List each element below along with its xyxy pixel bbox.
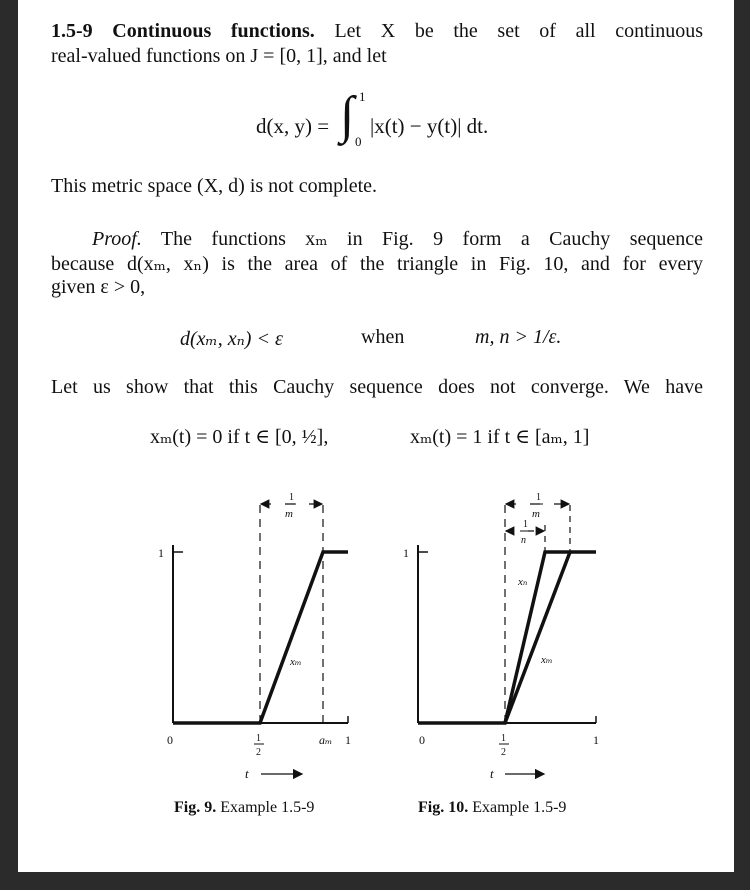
fig10-x-end-label: 1: [593, 733, 599, 747]
fig10-caption: [418, 799, 566, 817]
cauchy-inequality: d(xₘ, xₙ) < ε: [180, 328, 283, 350]
fig10-half-den: 2: [501, 747, 506, 758]
theorem-heading: 1.5-9 Continuous functions.: [51, 20, 315, 42]
fig9-t-label: t: [245, 766, 249, 781]
proof-line-2: because d(xₘ, xₙ) is the area of the triangle in Fig. 10, and for every: [51, 253, 703, 275]
book-page: [18, 0, 734, 872]
theorem-line-1-text: Let X be the set of all continuous: [334, 20, 704, 42]
definition-left: xₘ(t) = 0 if t ∈ [0, ½],: [150, 426, 329, 448]
fig10: [403, 492, 599, 781]
fig9-origin-label: 0: [167, 733, 173, 747]
fig10-width-m-den: m: [532, 508, 540, 520]
fig9-width-den: m: [285, 508, 293, 520]
definition-right: xₘ(t) = 1 if t ∈ [aₘ, 1]: [410, 426, 590, 448]
fig10-width-n-den: n: [521, 535, 526, 546]
fig10-curve-xn: [418, 552, 596, 723]
fig10-width-m-num: 1: [536, 492, 541, 503]
fig9-curve-label: xₘ: [290, 656, 302, 668]
integrand: |x(t) − y(t)| dt.: [370, 114, 489, 138]
fig10-caption-text: Example 1.5-9: [472, 799, 567, 816]
fig9-half-num: 1: [256, 733, 261, 744]
fig9-y-tick-label: 1: [158, 546, 164, 560]
fig9: [158, 492, 351, 781]
fig9-half-den: 2: [256, 747, 261, 758]
fig9-x-end-label: 1: [345, 733, 351, 747]
converge-text: Let us show that this Cauchy sequence does not converge. We have: [51, 376, 703, 398]
integral-sign: ∫: [340, 87, 355, 144]
fig10-origin-label: 0: [419, 733, 425, 747]
integral-upper-limit: 1: [359, 89, 366, 104]
fig10-curve-m-label: xₘ: [541, 654, 553, 666]
proof-label: Proof.: [92, 228, 142, 250]
fig10-y-tick-label: 1: [403, 546, 409, 560]
fig9-caption: [174, 799, 314, 817]
cauchy-condition: m, n > 1/ε.: [475, 326, 562, 348]
figures-svg: [18, 0, 734, 872]
fig10-half-num: 1: [501, 733, 506, 744]
fig9-am-label: aₘ: [319, 733, 333, 747]
equation-lhs: d(x, y) =: [256, 114, 330, 138]
incompleteness-statement: This metric space (X, d) is not complete.: [51, 175, 378, 197]
fig10-caption-label: Fig. 10.: [418, 799, 469, 816]
fig9-caption-text: Example 1.5-9: [220, 799, 315, 816]
cauchy-when: when: [361, 326, 405, 348]
fig9-width-num: 1: [289, 492, 294, 503]
fig10-t-label: t: [490, 766, 494, 781]
fig10-width-n-num: 1: [523, 519, 528, 530]
proof-line-3: given ε > 0,: [51, 276, 146, 298]
integral-lower-limit: 0: [355, 134, 362, 149]
proof-line-1-text: The functions xₘ in Fig. 9 form a Cauchy sequence: [160, 228, 703, 250]
theorem-line-2: real-valued functions on J = [0, 1], and let: [51, 45, 387, 67]
fig9-caption-label: Fig. 9.: [174, 799, 217, 816]
fig10-curve-n-label: xₙ: [518, 576, 528, 588]
